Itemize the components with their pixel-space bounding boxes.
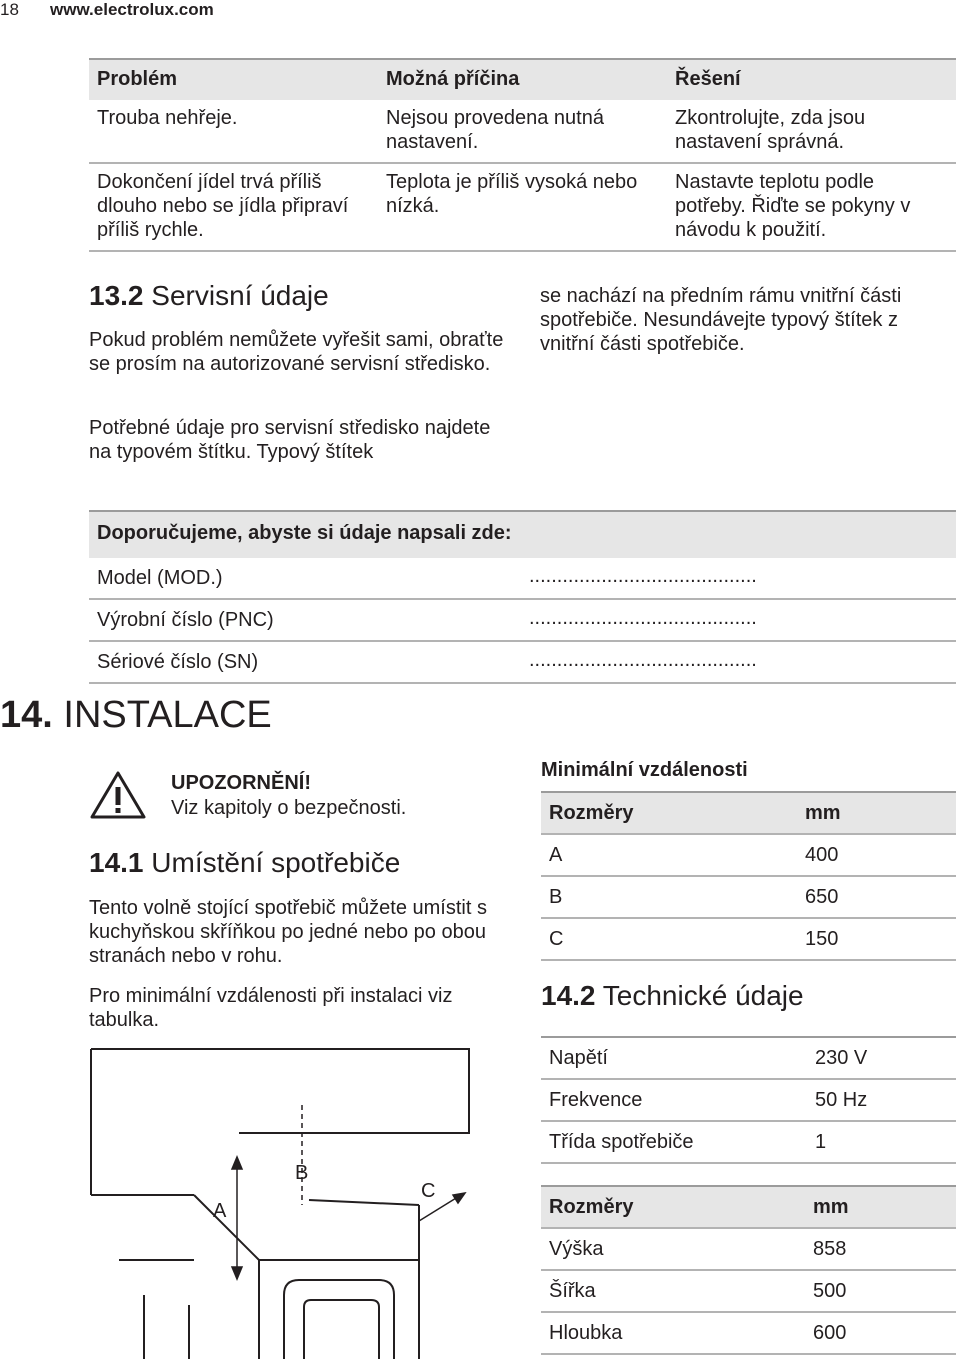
table-row <box>89 642 956 684</box>
min-distances-header <box>541 793 956 835</box>
service-para-1: Pokud problém nemůžete vyřešit sami, obraťte se prosím na autorizované servisní středisko. <box>89 329 504 375</box>
problem-cell: Dokončení jídel trvá příliš dlouho nebo se jídla připraví příliš rychle. <box>97 171 349 241</box>
diagram-label-a: A <box>213 1200 227 1222</box>
header-unit: mm <box>813 1196 849 1218</box>
table-row <box>89 164 956 252</box>
technical-heading <box>541 980 804 1012</box>
table-row <box>89 558 956 600</box>
record-table <box>89 510 956 684</box>
placement-title: Umístění spotřebiče <box>151 847 401 878</box>
dimension-value: 400 <box>805 844 839 866</box>
table-row <box>89 600 956 642</box>
record-label: Sériové číslo (SN) <box>97 651 259 673</box>
table-row <box>541 1313 956 1355</box>
record-table-header <box>89 510 956 558</box>
technical-title: Technické údaje <box>602 980 804 1011</box>
service-heading <box>89 280 329 312</box>
technical-table <box>541 1036 956 1164</box>
dimensions-table <box>541 1185 956 1355</box>
record-value: ......................................... <box>529 649 757 671</box>
dimensions-header <box>541 1187 956 1229</box>
min-distances-table <box>541 791 956 961</box>
tech-value: 230 V <box>815 1047 868 1069</box>
tech-label: Napětí <box>549 1047 608 1069</box>
table-row <box>541 877 956 919</box>
tech-value: 50 Hz <box>815 1089 868 1111</box>
installation-diagram <box>89 1045 509 1359</box>
table-row <box>541 1080 956 1122</box>
warning-text: Viz kapitoly o bezpečnosti. <box>171 797 407 819</box>
solution-cell: Zkontrolujte, zda jsou nastavení správná. <box>675 107 866 153</box>
record-title: Doporučujeme, abyste si údaje napsali zde: <box>97 522 512 544</box>
cause-cell: Nejsou provedena nutná nastavení. <box>386 107 604 153</box>
warning-title: UPOZORNĚNÍ! <box>171 772 311 794</box>
page-header <box>0 0 960 20</box>
installation-heading <box>0 694 272 737</box>
dimension-value: 858 <box>813 1238 847 1260</box>
dimension-label: Hloubka <box>549 1322 623 1344</box>
dimension-value: 150 <box>805 928 839 950</box>
service-title: Servisní údaje <box>151 280 329 311</box>
header-solution: Řešení <box>675 68 741 90</box>
cause-cell: Teplota je příliš vysoká nebo nízká. <box>386 171 638 217</box>
installation-diagram-drawing <box>89 1045 509 1359</box>
header-problem: Problém <box>97 68 178 90</box>
header-unit: mm <box>805 802 841 824</box>
dimension-label: C <box>549 928 564 950</box>
technical-number: 14.2 <box>541 980 596 1011</box>
tech-label: Třída spotřebiče <box>549 1131 694 1153</box>
service-number: 13.2 <box>89 280 144 311</box>
record-label: Výrobní číslo (PNC) <box>97 609 274 631</box>
record-value: ......................................... <box>529 565 757 587</box>
website-link[interactable]: www.electrolux.com <box>50 0 214 19</box>
tech-label: Frekvence <box>549 1089 643 1111</box>
record-label: Model (MOD.) <box>97 567 223 589</box>
service-para-3: se nachází na předním rámu vnitřní části spotřebiče. Nesundávejte typový štítek z vnitřní části spotřebiče. <box>540 285 902 355</box>
installation-number: 14. <box>0 694 53 736</box>
min-distances-title: Minimální vzdálenosti <box>541 759 748 781</box>
dimension-value: 650 <box>805 886 839 908</box>
table-row <box>541 919 956 961</box>
tech-value: 1 <box>815 1131 827 1153</box>
dimension-label: Výška <box>549 1238 604 1260</box>
dimension-value: 500 <box>813 1280 847 1302</box>
table-row <box>541 835 956 877</box>
header-dimension: Rozměry <box>549 1196 634 1218</box>
dimension-label: Šířka <box>549 1280 596 1302</box>
warning-icon <box>89 770 147 820</box>
page-number: 18 <box>0 0 19 19</box>
table-row <box>541 1038 956 1080</box>
placement-number: 14.1 <box>89 847 144 878</box>
table-row <box>541 1271 956 1313</box>
dimension-label: B <box>549 886 563 908</box>
placement-heading <box>89 847 400 879</box>
diagram-label-c: C <box>421 1180 436 1202</box>
table-row <box>89 100 956 164</box>
header-cause: Možná příčina <box>386 68 520 90</box>
dimension-label: A <box>549 844 563 866</box>
problem-table <box>89 58 956 252</box>
dimension-value: 600 <box>813 1322 847 1344</box>
problem-table-header <box>89 58 956 100</box>
record-value: ......................................... <box>529 607 757 629</box>
solution-cell: Nastavte teplotu podle potřeby. Řiďte se pokyny v návodu k použití. <box>675 171 911 241</box>
installation-title: INSTALACE <box>63 694 272 736</box>
header-dimension: Rozměry <box>549 802 634 824</box>
placement-para-2: Pro minimální vzdálenosti při instalaci viz tabulka. <box>89 985 453 1031</box>
table-row <box>541 1229 956 1271</box>
service-para-2: Potřebné údaje pro servisní středisko najdete na typovém štítku. Typový štítek <box>89 417 491 463</box>
problem-cell: Trouba nehřeje. <box>97 107 238 129</box>
diagram-label-b: B <box>295 1162 309 1184</box>
placement-para-1: Tento volně stojící spotřebič můžete umístit s kuchyňskou skříňkou po jedné nebo po obou stranách nebo v rohu. <box>89 897 487 967</box>
table-row <box>541 1122 956 1164</box>
